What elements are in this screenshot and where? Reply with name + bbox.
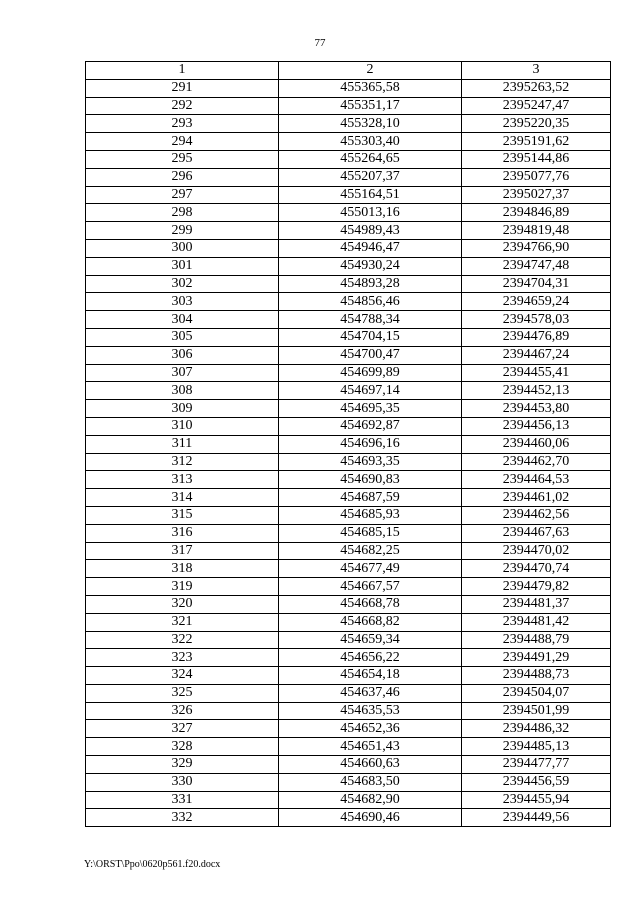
point-number-cell: 315 xyxy=(86,506,279,524)
x-coordinate-cell: 454946,47 xyxy=(279,239,462,257)
table-row xyxy=(86,204,611,222)
point-number-cell: 295 xyxy=(86,150,279,168)
point-number-cell: 323 xyxy=(86,649,279,667)
point-number-cell: 291 xyxy=(86,79,279,97)
x-coordinate-cell: 454660,63 xyxy=(279,756,462,774)
table-row xyxy=(86,524,611,542)
x-coordinate-cell: 454693,35 xyxy=(279,453,462,471)
page-number: 77 xyxy=(314,37,326,49)
point-number-cell: 317 xyxy=(86,542,279,560)
x-coordinate-cell: 454654,18 xyxy=(279,667,462,685)
point-number-cell: 313 xyxy=(86,471,279,489)
table-row xyxy=(86,649,611,667)
point-number-cell: 318 xyxy=(86,560,279,578)
y-coordinate-cell: 2394481,42 xyxy=(462,613,611,631)
table-body xyxy=(86,79,611,826)
point-number-cell: 303 xyxy=(86,293,279,311)
y-coordinate-cell: 2394704,31 xyxy=(462,275,611,293)
table-row xyxy=(86,346,611,364)
table-header-row xyxy=(86,62,611,80)
x-coordinate-cell: 454930,24 xyxy=(279,257,462,275)
table-row xyxy=(86,222,611,240)
table-row xyxy=(86,400,611,418)
table-row xyxy=(86,613,611,631)
x-coordinate-cell: 454697,14 xyxy=(279,382,462,400)
y-coordinate-cell: 2394485,13 xyxy=(462,738,611,756)
y-coordinate-cell: 2394452,13 xyxy=(462,382,611,400)
table-row xyxy=(86,97,611,115)
x-coordinate-cell: 455264,65 xyxy=(279,150,462,168)
y-coordinate-cell: 2394461,02 xyxy=(462,489,611,507)
table-row xyxy=(86,809,611,827)
y-coordinate-cell: 2394449,56 xyxy=(462,809,611,827)
point-number-cell: 297 xyxy=(86,186,279,204)
y-coordinate-cell: 2394456,13 xyxy=(462,417,611,435)
table-row xyxy=(86,471,611,489)
point-number-cell: 320 xyxy=(86,595,279,613)
y-coordinate-cell: 2394456,59 xyxy=(462,773,611,791)
table-row xyxy=(86,79,611,97)
table-row xyxy=(86,595,611,613)
x-coordinate-cell: 454989,43 xyxy=(279,222,462,240)
table-row xyxy=(86,631,611,649)
point-number-cell: 307 xyxy=(86,364,279,382)
point-number-cell: 310 xyxy=(86,417,279,435)
x-coordinate-cell: 454700,47 xyxy=(279,346,462,364)
x-coordinate-cell: 454668,82 xyxy=(279,613,462,631)
point-number-cell: 296 xyxy=(86,168,279,186)
x-coordinate-cell: 454683,50 xyxy=(279,773,462,791)
table-row xyxy=(86,275,611,293)
x-coordinate-cell: 454685,93 xyxy=(279,506,462,524)
table-row xyxy=(86,667,611,685)
y-coordinate-cell: 2394486,32 xyxy=(462,720,611,738)
point-number-cell: 306 xyxy=(86,346,279,364)
point-number-cell: 319 xyxy=(86,578,279,596)
y-coordinate-cell: 2394462,56 xyxy=(462,506,611,524)
y-coordinate-cell: 2394659,24 xyxy=(462,293,611,311)
point-number-cell: 309 xyxy=(86,400,279,418)
x-coordinate-cell: 454635,53 xyxy=(279,702,462,720)
point-number-cell: 298 xyxy=(86,204,279,222)
y-coordinate-cell: 2394462,70 xyxy=(462,453,611,471)
point-number-cell: 314 xyxy=(86,489,279,507)
y-coordinate-cell: 2394470,02 xyxy=(462,542,611,560)
table-row xyxy=(86,168,611,186)
table-row xyxy=(86,506,611,524)
table-row xyxy=(86,578,611,596)
y-coordinate-cell: 2395027,37 xyxy=(462,186,611,204)
y-coordinate-cell: 2394455,94 xyxy=(462,791,611,809)
table-row xyxy=(86,791,611,809)
x-coordinate-cell: 454856,46 xyxy=(279,293,462,311)
table-row xyxy=(86,738,611,756)
table-row xyxy=(86,328,611,346)
x-coordinate-cell: 454704,15 xyxy=(279,328,462,346)
point-number-cell: 324 xyxy=(86,667,279,685)
x-coordinate-cell: 454677,49 xyxy=(279,560,462,578)
point-number-cell: 328 xyxy=(86,738,279,756)
point-number-cell: 332 xyxy=(86,809,279,827)
point-number-cell: 321 xyxy=(86,613,279,631)
y-coordinate-cell: 2395144,86 xyxy=(462,150,611,168)
y-coordinate-cell: 2394501,99 xyxy=(462,702,611,720)
x-coordinate-cell: 454692,87 xyxy=(279,417,462,435)
point-number-cell: 316 xyxy=(86,524,279,542)
point-number-cell: 292 xyxy=(86,97,279,115)
x-coordinate-cell: 454682,25 xyxy=(279,542,462,560)
point-number-cell: 302 xyxy=(86,275,279,293)
y-coordinate-cell: 2394453,80 xyxy=(462,400,611,418)
table-row xyxy=(86,133,611,151)
point-number-cell: 329 xyxy=(86,756,279,774)
point-number-cell: 304 xyxy=(86,311,279,329)
y-coordinate-cell: 2394481,37 xyxy=(462,595,611,613)
table-row xyxy=(86,489,611,507)
x-coordinate-cell: 455351,17 xyxy=(279,97,462,115)
x-coordinate-cell: 455207,37 xyxy=(279,168,462,186)
y-coordinate-cell: 2394479,82 xyxy=(462,578,611,596)
footer-file-path: Y:\ORST\Ppo\0620p561.f20.docx xyxy=(84,859,221,870)
table-row xyxy=(86,417,611,435)
y-coordinate-cell: 2394819,48 xyxy=(462,222,611,240)
point-number-cell: 293 xyxy=(86,115,279,133)
y-coordinate-cell: 2395077,76 xyxy=(462,168,611,186)
x-coordinate-cell: 454788,34 xyxy=(279,311,462,329)
x-coordinate-cell: 455013,16 xyxy=(279,204,462,222)
y-coordinate-cell: 2394477,77 xyxy=(462,756,611,774)
y-coordinate-cell: 2394460,06 xyxy=(462,435,611,453)
x-coordinate-cell: 454690,46 xyxy=(279,809,462,827)
x-coordinate-cell: 455303,40 xyxy=(279,133,462,151)
table-row xyxy=(86,257,611,275)
x-coordinate-cell: 454651,43 xyxy=(279,738,462,756)
y-coordinate-cell: 2394747,48 xyxy=(462,257,611,275)
x-coordinate-cell: 454690,83 xyxy=(279,471,462,489)
table-row xyxy=(86,453,611,471)
table-row xyxy=(86,293,611,311)
point-number-cell: 312 xyxy=(86,453,279,471)
point-number-cell: 331 xyxy=(86,791,279,809)
coordinates-table xyxy=(85,61,611,827)
x-coordinate-cell: 454699,89 xyxy=(279,364,462,382)
x-coordinate-cell: 454893,28 xyxy=(279,275,462,293)
y-coordinate-cell: 2395263,52 xyxy=(462,79,611,97)
table-row xyxy=(86,720,611,738)
table-row xyxy=(86,364,611,382)
table-row xyxy=(86,756,611,774)
y-coordinate-cell: 2394488,79 xyxy=(462,631,611,649)
y-coordinate-cell: 2394578,03 xyxy=(462,311,611,329)
column-header-2: 2 xyxy=(279,62,462,80)
x-coordinate-cell: 454687,59 xyxy=(279,489,462,507)
y-coordinate-cell: 2394467,24 xyxy=(462,346,611,364)
table-row xyxy=(86,186,611,204)
x-coordinate-cell: 454696,16 xyxy=(279,435,462,453)
x-coordinate-cell: 454695,35 xyxy=(279,400,462,418)
point-number-cell: 330 xyxy=(86,773,279,791)
table-row xyxy=(86,311,611,329)
table-row xyxy=(86,684,611,702)
table-row xyxy=(86,435,611,453)
point-number-cell: 311 xyxy=(86,435,279,453)
point-number-cell: 325 xyxy=(86,684,279,702)
y-coordinate-cell: 2394488,73 xyxy=(462,667,611,685)
y-coordinate-cell: 2394464,53 xyxy=(462,471,611,489)
x-coordinate-cell: 454667,57 xyxy=(279,578,462,596)
point-number-cell: 322 xyxy=(86,631,279,649)
point-number-cell: 301 xyxy=(86,257,279,275)
point-number-cell: 299 xyxy=(86,222,279,240)
point-number-cell: 305 xyxy=(86,328,279,346)
column-header-3: 3 xyxy=(462,62,611,80)
x-coordinate-cell: 454659,34 xyxy=(279,631,462,649)
x-coordinate-cell: 454668,78 xyxy=(279,595,462,613)
y-coordinate-cell: 2394455,41 xyxy=(462,364,611,382)
point-number-cell: 294 xyxy=(86,133,279,151)
y-coordinate-cell: 2394470,74 xyxy=(462,560,611,578)
table-row xyxy=(86,542,611,560)
y-coordinate-cell: 2394476,89 xyxy=(462,328,611,346)
point-number-cell: 300 xyxy=(86,239,279,257)
point-number-cell: 327 xyxy=(86,720,279,738)
x-coordinate-cell: 454685,15 xyxy=(279,524,462,542)
x-coordinate-cell: 454652,36 xyxy=(279,720,462,738)
x-coordinate-cell: 454637,46 xyxy=(279,684,462,702)
x-coordinate-cell: 454682,90 xyxy=(279,791,462,809)
table-row xyxy=(86,239,611,257)
y-coordinate-cell: 2394491,29 xyxy=(462,649,611,667)
y-coordinate-cell: 2395247,47 xyxy=(462,97,611,115)
table-row xyxy=(86,115,611,133)
table-row xyxy=(86,150,611,168)
point-number-cell: 308 xyxy=(86,382,279,400)
table-row xyxy=(86,773,611,791)
point-number-cell: 326 xyxy=(86,702,279,720)
x-coordinate-cell: 454656,22 xyxy=(279,649,462,667)
y-coordinate-cell: 2394766,90 xyxy=(462,239,611,257)
x-coordinate-cell: 455328,10 xyxy=(279,115,462,133)
table-row xyxy=(86,382,611,400)
y-coordinate-cell: 2394846,89 xyxy=(462,204,611,222)
table-row xyxy=(86,702,611,720)
x-coordinate-cell: 455365,58 xyxy=(279,79,462,97)
y-coordinate-cell: 2395220,35 xyxy=(462,115,611,133)
table-row xyxy=(86,560,611,578)
column-header-1: 1 xyxy=(86,62,279,80)
y-coordinate-cell: 2395191,62 xyxy=(462,133,611,151)
y-coordinate-cell: 2394467,63 xyxy=(462,524,611,542)
y-coordinate-cell: 2394504,07 xyxy=(462,684,611,702)
x-coordinate-cell: 455164,51 xyxy=(279,186,462,204)
